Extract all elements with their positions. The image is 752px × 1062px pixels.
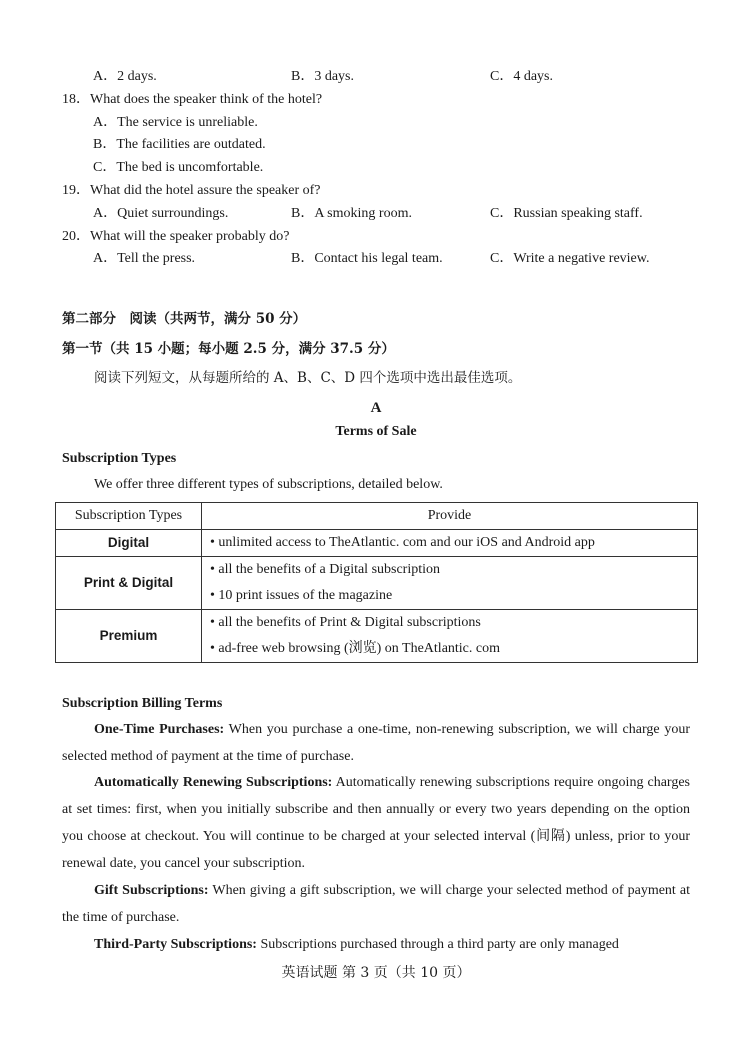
q18-option-b: B．The facilities are outdated. (93, 137, 266, 152)
q20-option-c: C．Write a negative review. (490, 251, 650, 266)
billing-lead: One-Time Purchases: (94, 722, 225, 737)
part-two-title: 第二部分 阅读（共两节，满分 50 分） (62, 311, 307, 327)
passage-letter: A (370, 400, 382, 416)
page-footer: 英语试题 第 3 页（共 10 页） (281, 965, 471, 981)
q17-option-a: A．2 days. (93, 69, 157, 84)
billing-third-party (62, 931, 690, 958)
billing-auto-renew (62, 769, 690, 877)
instruction: 阅读下列短文，从每题所给的 A、B、C、D 四个选项中选出最佳选项。 (94, 370, 522, 386)
q19-option-a: A．Quiet surroundings. (93, 206, 229, 221)
billing-text: When you purchase a one-time, non-renewing subscription, we will charge your selected method of payment at the time of purchase. (62, 722, 690, 764)
billing-lead: Third-Party Subscriptions: (94, 937, 257, 952)
row-type-digital: Digital (56, 530, 202, 557)
provide-item: • all the benefits of a Digital subscription (210, 562, 441, 577)
billing-one-time (62, 716, 690, 770)
table-row (56, 610, 698, 663)
provide-item: • ad-free web browsing (浏览) on TheAtlantic. com (210, 641, 501, 656)
q19-option-c: C．Russian speaking staff. (490, 206, 643, 221)
billing-gift (62, 877, 690, 931)
billing-text: Automatically renewing subscriptions require ongoing charges at set times: first, when you initially subscribe and then annually or every two years depending on the option you choose at checkout. You will continue to be charged at your selected interval (间隔) unless, prior to your renewal date, you cancel your subscription. (62, 775, 690, 871)
q18-option-c: C．The bed is uncomfortable. (93, 160, 264, 175)
q19-option-b: B．A smoking room. (291, 206, 412, 221)
passage-title: Terms of Sale (335, 424, 417, 439)
q18-stem: 18．What does the speaker think of the hotel? (62, 92, 323, 107)
section-one-title: 第一节（共 15 小题；每小题 2.5 分，满分 37.5 分） (62, 341, 395, 357)
intro-text: We offer three different types of subscriptions, detailed below. (94, 477, 443, 492)
row-type-print-digital: Print & Digital (56, 557, 202, 610)
header-types: Subscription Types (56, 503, 202, 530)
subscription-table (55, 502, 698, 663)
billing-terms-heading: Subscription Billing Terms (62, 696, 223, 711)
q20-stem: 20．What will the speaker probably do? (62, 229, 290, 244)
row-type-premium: Premium (56, 610, 202, 663)
row-provide-print-digital (202, 557, 698, 610)
row-provide-premium (202, 610, 698, 663)
billing-lead: Gift Subscriptions: (94, 883, 209, 898)
q20-option-a: A．Tell the press. (93, 251, 196, 266)
billing-text: Subscriptions purchased through a third party are only managed (256, 937, 619, 952)
table-row (56, 557, 698, 610)
q18-option-a: A．The service is unreliable. (93, 115, 258, 130)
provide-item: • 10 print issues of the magazine (210, 588, 393, 603)
q17-option-b: B．3 days. (291, 69, 354, 84)
provide-item: • unlimited access to TheAtlantic. com and our iOS and Android app (210, 535, 595, 550)
subscription-types-heading: Subscription Types (62, 451, 177, 466)
billing-text: When giving a gift subscription, we will charge your selected method of payment at the time of purchase. (62, 883, 690, 925)
header-provide: Provide (202, 503, 698, 530)
billing-lead: Automatically Renewing Subscriptions: (94, 775, 333, 790)
q17-option-c: C．4 days. (490, 69, 553, 84)
table-row (56, 530, 698, 557)
table-header-row (56, 503, 698, 530)
provide-item: • all the benefits of Print & Digital subscriptions (210, 615, 481, 630)
row-provide-digital (202, 530, 698, 557)
q19-stem: 19．What did the hotel assure the speaker of? (62, 183, 321, 198)
q20-option-b: B．Contact his legal team. (291, 251, 443, 266)
